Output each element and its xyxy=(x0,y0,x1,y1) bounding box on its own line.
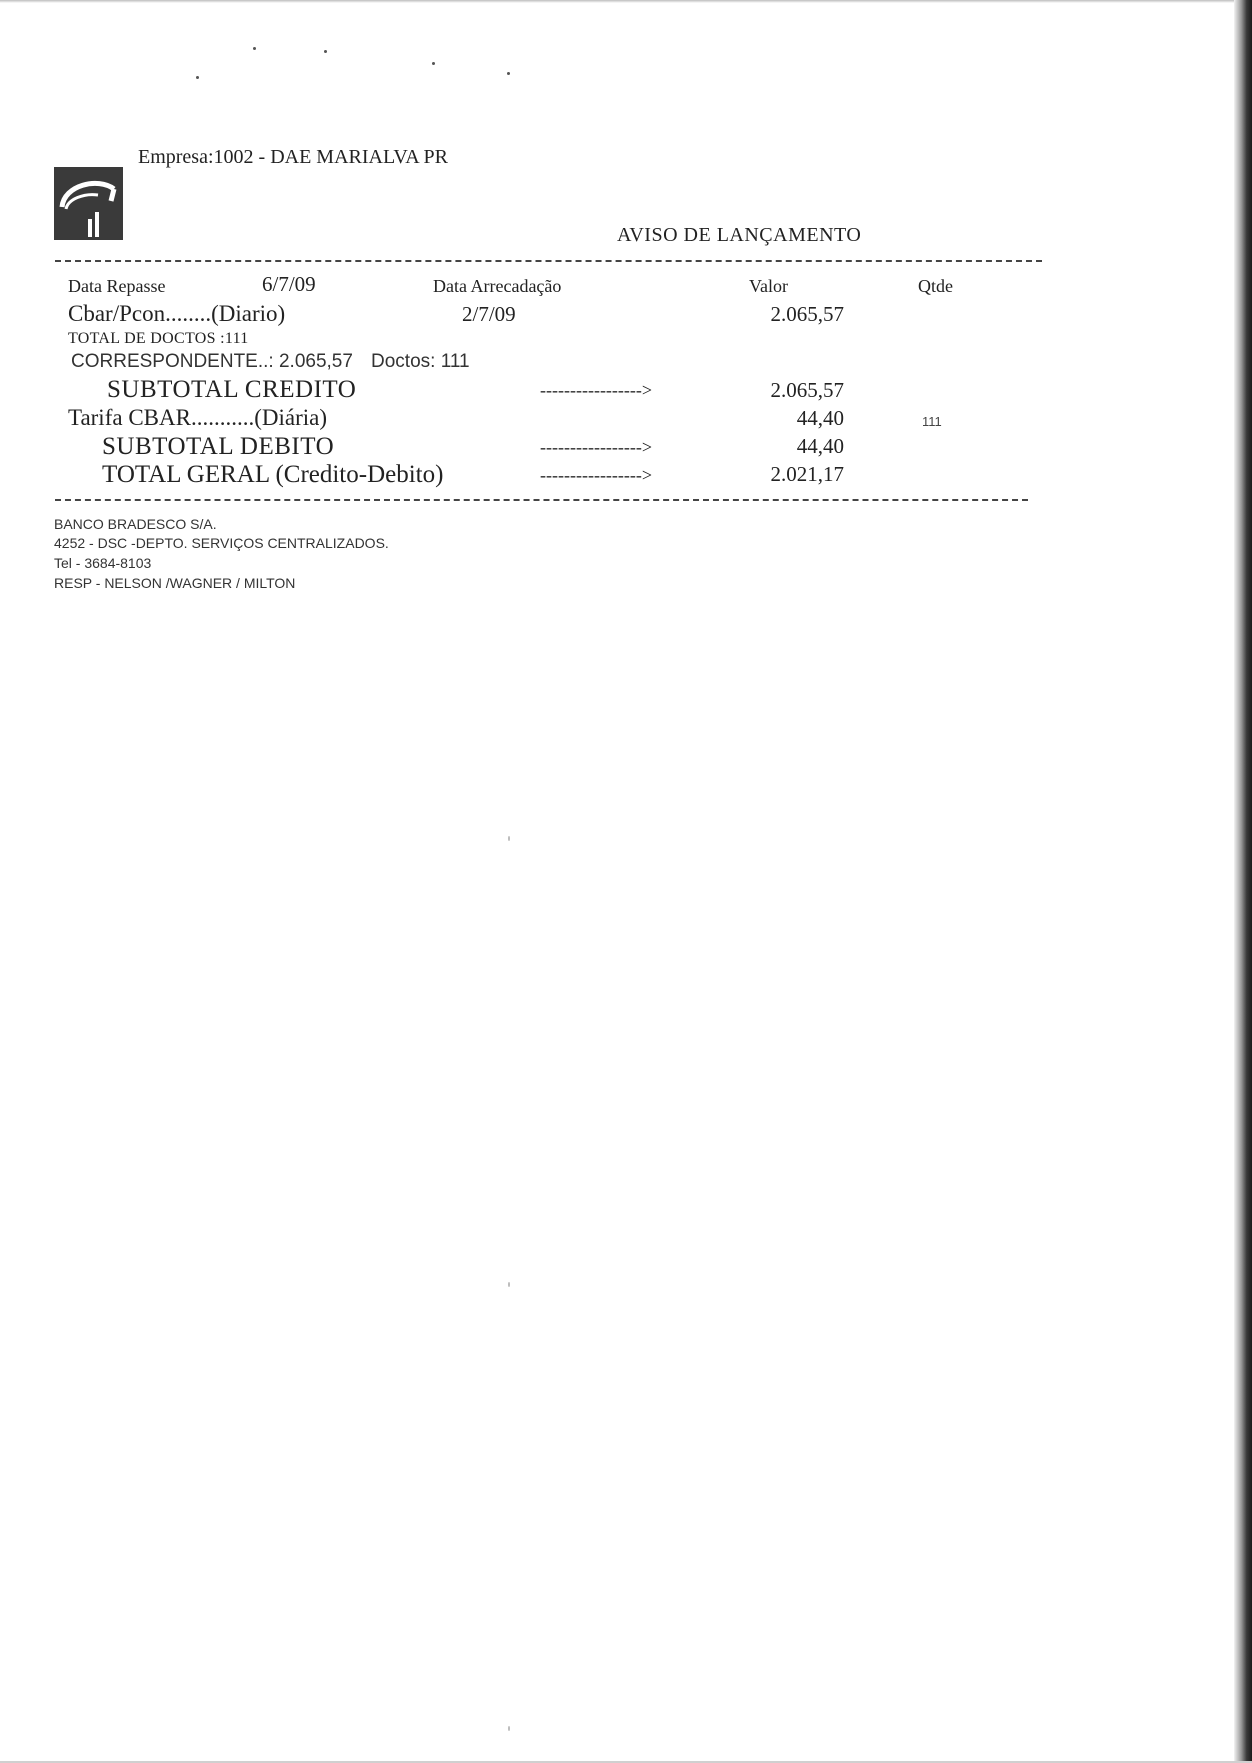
data-arrecadacao-label: Data Arrecadação xyxy=(433,276,562,296)
scan-top-edge xyxy=(0,0,1252,3)
data-repasse-value: 6/7/09 xyxy=(262,272,316,296)
correspondente-doctos: Doctos: 111 xyxy=(371,351,470,372)
document-title: AVISO DE LANÇAMENTO xyxy=(617,224,862,246)
footer-phone: Tel - 3684-8103 xyxy=(54,555,152,571)
valor-label: Valor xyxy=(749,276,788,296)
cbar-label: Cbar/Pcon........(Diario) xyxy=(68,301,286,326)
scan-speck xyxy=(508,836,510,841)
scan-speck xyxy=(508,1726,510,1731)
footer-department: 4252 - DSC -DEPTO. SERVIÇOS CENTRALIZADOS. xyxy=(54,535,389,551)
qtde-label: Qtde xyxy=(918,276,953,296)
scan-speck xyxy=(324,50,327,53)
tarifa-qtde: 111 xyxy=(922,414,942,429)
subtotal-credito-arrow: -----------------> xyxy=(540,380,653,400)
total-geral-value: 2.021,17 xyxy=(770,462,844,486)
scan-speck xyxy=(508,1282,510,1287)
total-geral-arrow: -----------------> xyxy=(540,465,653,485)
subtotal-debito-label: SUBTOTAL DEBITO xyxy=(102,433,335,460)
total-geral-label: TOTAL GERAL (Credito-Debito) xyxy=(102,461,444,488)
scan-speck xyxy=(432,62,435,65)
empresa-title: Empresa:1002 - DAE MARIALVA PR xyxy=(138,146,449,168)
cbar-date: 2/7/09 xyxy=(462,302,516,326)
scan-speck xyxy=(507,72,510,75)
scan-speck xyxy=(253,47,256,50)
total-doctos: TOTAL DE DOCTOS :111 xyxy=(68,330,249,347)
subtotal-credito-value: 2.065,57 xyxy=(770,378,844,402)
footer-bank: BANCO BRADESCO S/A. xyxy=(54,516,217,532)
correspondente-label: CORRESPONDENTE..: 2.065,57 xyxy=(71,351,353,372)
cbar-value: 2.065,57 xyxy=(770,302,844,326)
data-repasse-label: Data Repasse xyxy=(68,276,166,296)
scan-right-edge xyxy=(1234,0,1252,1763)
subtotal-debito-arrow: -----------------> xyxy=(540,437,653,457)
subtotal-debito-value: 44,40 xyxy=(796,434,844,458)
bradesco-logo-icon xyxy=(54,167,123,240)
tarifa-value: 44,40 xyxy=(796,406,844,430)
footer-responsible: RESP - NELSON /WAGNER / MILTON xyxy=(54,575,296,591)
top-divider xyxy=(55,260,1042,262)
tarifa-label: Tarifa CBAR...........(Diária) xyxy=(68,405,327,430)
subtotal-credito-label: SUBTOTAL CREDITO xyxy=(107,376,357,403)
scan-speck xyxy=(196,76,199,79)
bottom-divider xyxy=(55,499,1028,501)
